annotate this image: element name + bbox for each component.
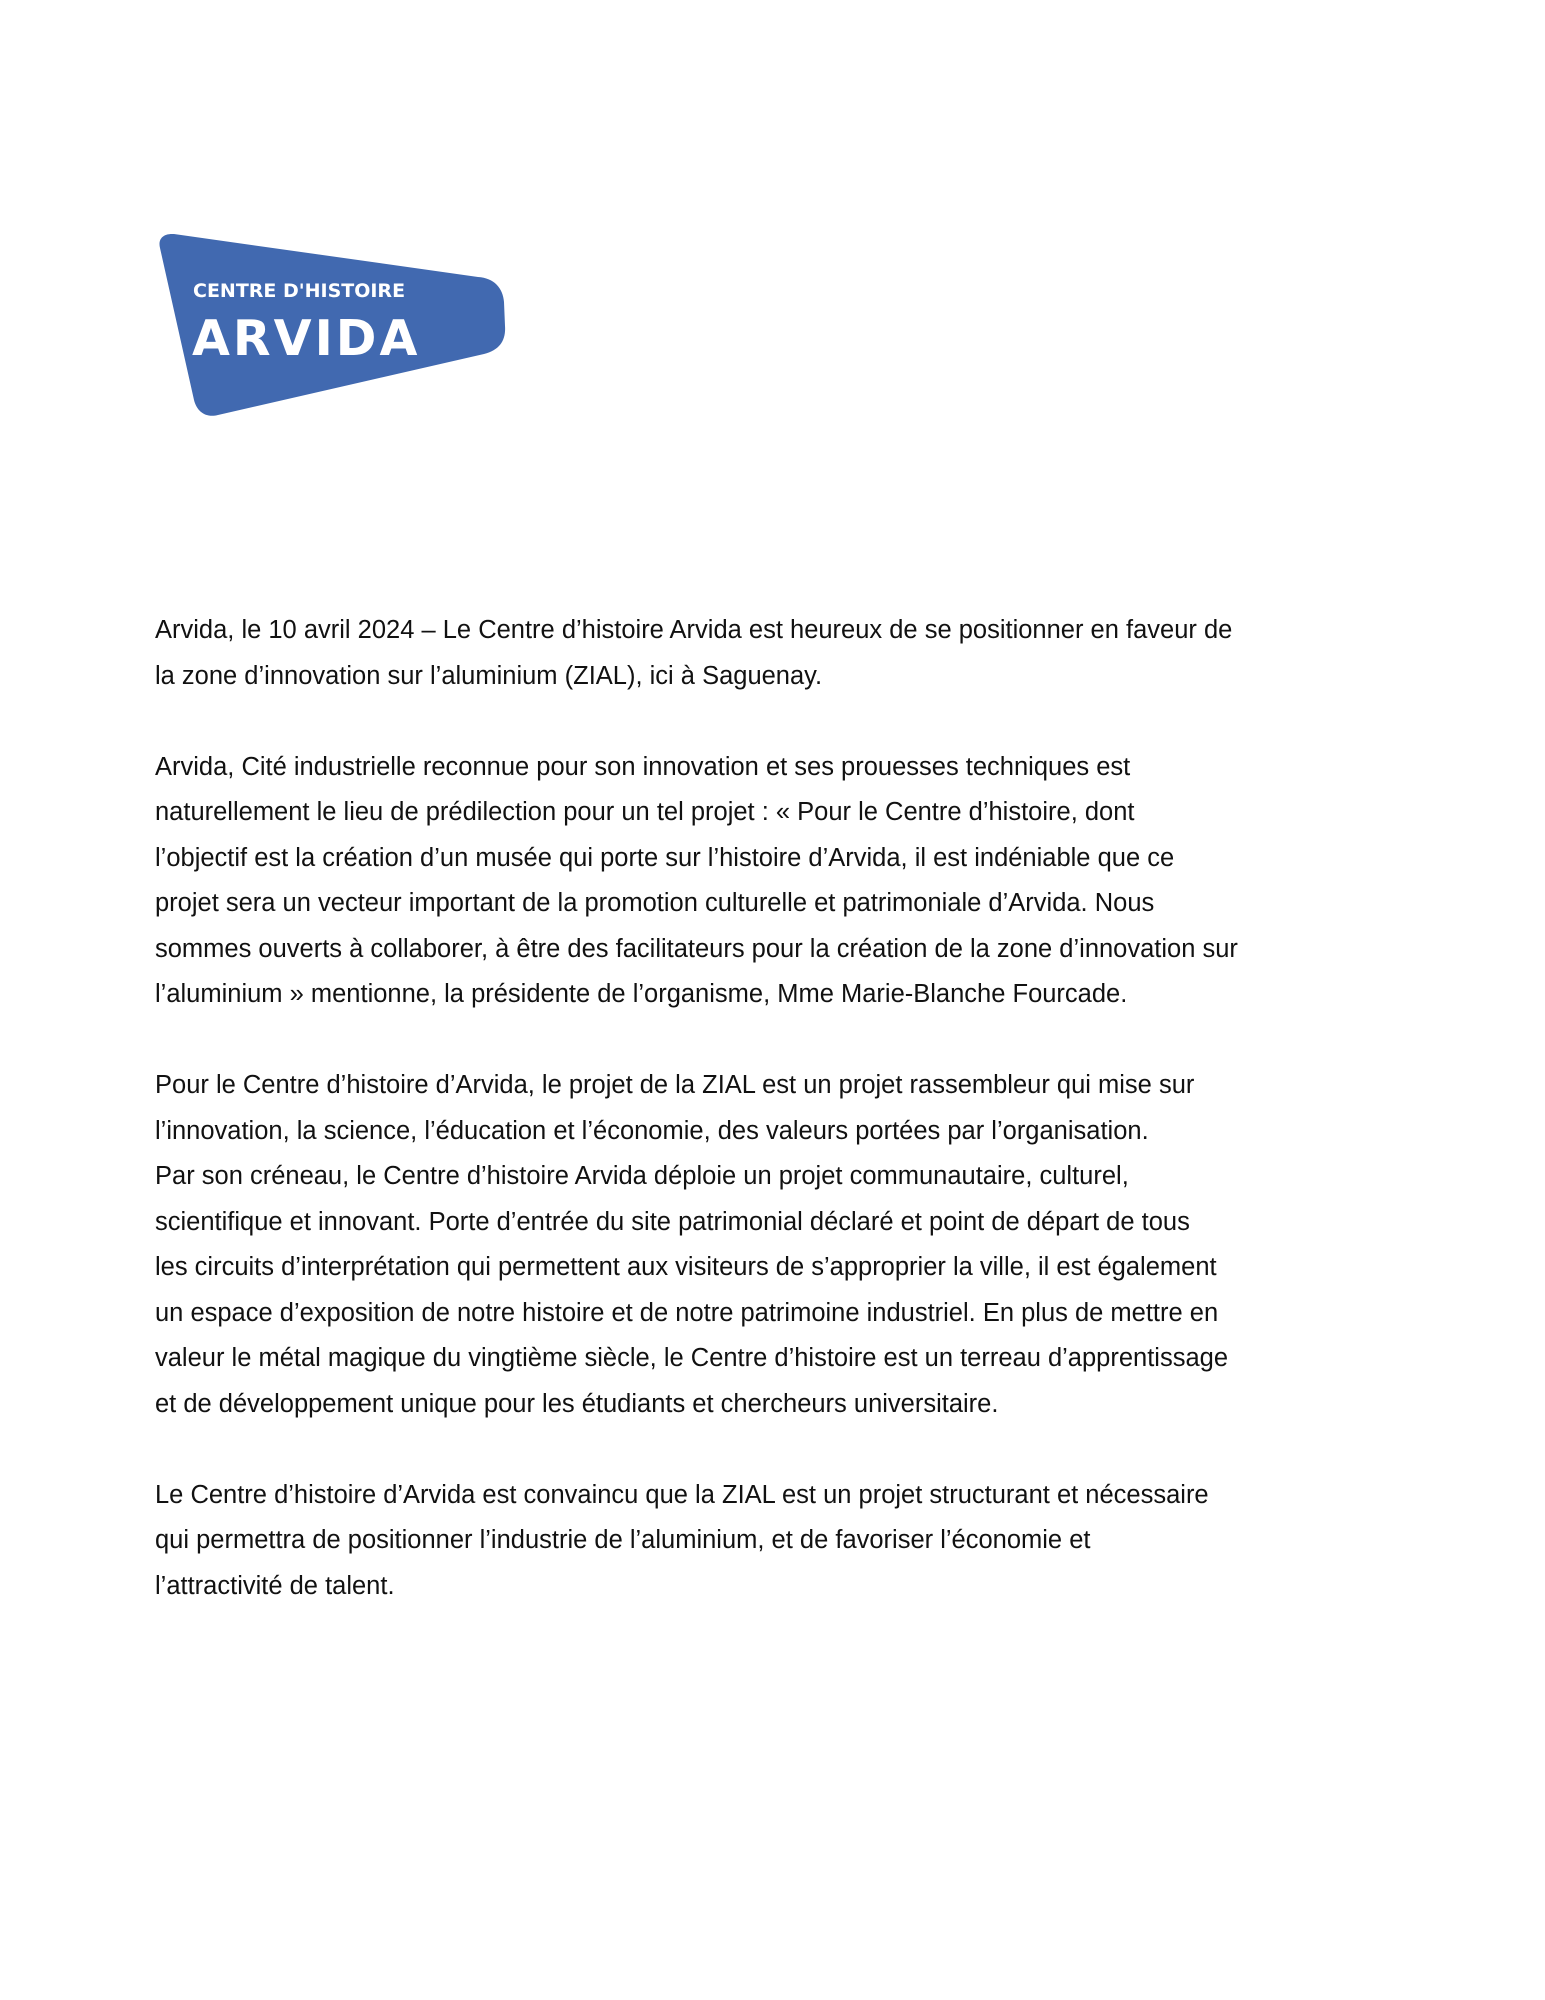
centre-histoire-arvida-logo	[156, 232, 506, 418]
logo-line-2: ARVIDA	[192, 310, 421, 367]
text-line: scientifique et innovant. Porte d’entrée du site patrimonial déclaré et point de départ de tous	[155, 1207, 1190, 1236]
text-line: sommes ouverts à collaborer, à être des facilitateurs pour la création de la zone d’innovation sur	[155, 934, 1238, 963]
text-line: valeur le métal magique du vingtième siècle, le Centre d’histoire est un terreau d’apprentissage	[155, 1344, 1229, 1372]
text-line: Par son créneau, le Centre d’histoire Arvida déploie un projet communautaire, culturel,	[155, 1162, 1129, 1190]
logo-line-1: CENTRE D'HISTOIRE	[193, 280, 406, 302]
text-line: l’innovation, la science, l’éducation et l’économie, des valeurs portées par l’organisation.	[155, 1116, 1149, 1145]
text-line: Pour le Centre d’histoire d’Arvida, le projet de la ZIAL est un projet rassembleur qui mise sur	[155, 1071, 1195, 1099]
paragraph-quote	[155, 745, 1405, 1018]
text-line: Arvida, le 10 avril 2024 – Le Centre d’histoire Arvida est heureux de se positionner en faveur de	[155, 616, 1233, 644]
text-line: les circuits d’interprétation qui permettent aux visiteurs de s’approprier la ville, il est également	[155, 1253, 1217, 1281]
paragraph-mission	[155, 1063, 1405, 1427]
text-line: un espace d’exposition de notre histoire et de notre patrimoine industriel. En plus de mettre en	[155, 1298, 1219, 1327]
text-line: l’attractivité de talent.	[155, 1571, 395, 1600]
text-line: projet sera un vecteur important de la promotion culturelle et patrimoniale d’Arvida. Nous	[155, 889, 1155, 917]
text-line: naturellement le lieu de prédilection pour un tel projet : « Pour le Centre d’histoire, dont	[155, 798, 1135, 826]
text-line: Arvida, Cité industrielle reconnue pour son innovation et ses prouesses techniques est	[155, 752, 1131, 781]
text-line: Le Centre d’histoire d’Arvida est convaincu que la ZIAL est un projet structurant et nécessaire	[155, 1480, 1209, 1509]
text-line: l’objectif est la création d’un musée qui porte sur l’histoire d’Arvida, il est indéniable que ce	[155, 843, 1175, 872]
press-release-body	[155, 608, 1405, 1655]
text-line: l’aluminium » mentionne, la présidente de l’organisme, Mme Marie-Blanche Fourcade.	[155, 980, 1128, 1008]
paragraph-intro	[155, 608, 1405, 699]
paragraph-conclusion	[155, 1473, 1405, 1610]
text-line: la zone d’innovation sur l’aluminium (ZIAL), ici à Saguenay.	[155, 661, 823, 690]
logo-shape	[156, 232, 506, 418]
text-line: et de développement unique pour les étudiants et chercheurs universitaire.	[155, 1389, 999, 1418]
text-line: qui permettra de positionner l’industrie de l’aluminium, et de favoriser l’économie et	[155, 1526, 1091, 1554]
